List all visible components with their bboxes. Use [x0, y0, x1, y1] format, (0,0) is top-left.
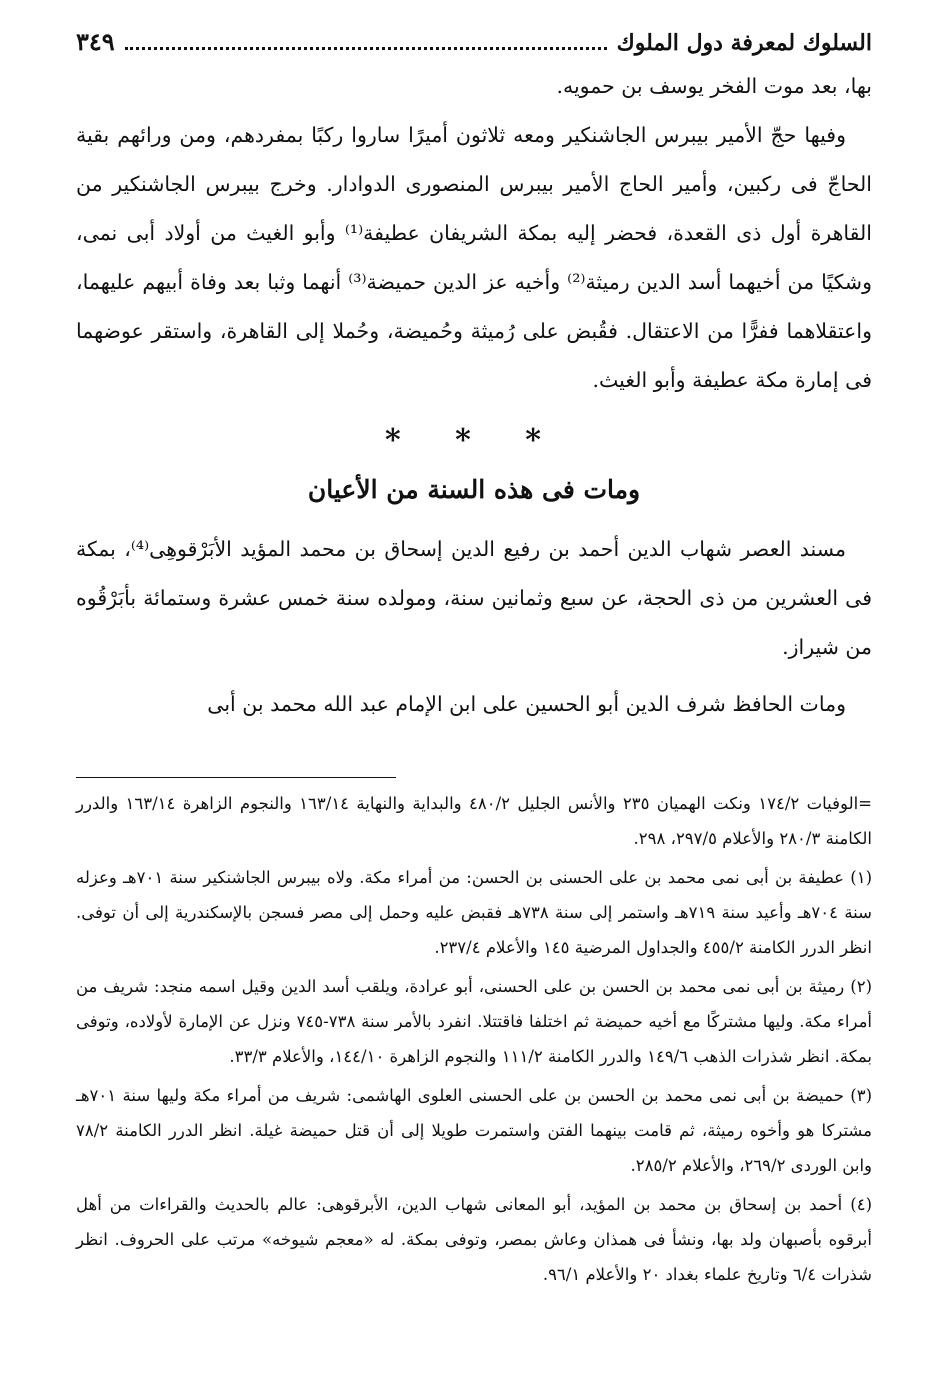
paragraph-obituary-abarquhi: مسند العصر شهاب الدين أحمد بن رفيع الدين إسحاق بن محمد المؤيد الأبَرْقوهِى⁽⁴⁾، بمكة فى العشرين من ذى الحجة، عن سبع وثمانين سنة، ومولده سنة خمس عشرة وستمائة بأبَرْقُوه من شيراز. [76, 537, 872, 659]
book-page [76, 22, 872, 1365]
paragraph-obituary-hafiz: ومات الحافظ شرف الدين أبو الحسين على ابن الإمام عبد الله محمد بن أبى [207, 692, 846, 716]
footnotes [76, 786, 872, 1292]
footnote-4: (٤) أحمد بن إسحاق بن محمد بن المؤيد، أبو المعانى شهاب الدين، الأبرقوهى: عالم بالحديث والقراءات من أهل أبرقوه بأصبهان ولد بها، ونشأ فى همذان وعاش بمصر، وتوفى بمكة. له «معجم شيوخه» مرتب على الحروف. انظر شذرات ٦/٤ وتاريخ علماء بغداد ٢٠ والأعلام ٩٦/١. [76, 1195, 872, 1284]
footnote-3: (٣) حميضة بن أبى نمى محمد بن الحسن بن على الحسنى العلوى الهاشمى: شريف من أمراء مكة وليها سنة ٧٠١هـ مشتركا هو وأخوه رميثة، ثم قامت بينهما الفتن واستمرت طويلا إلى أن قتل حميضة غيلة. انظر الدرر الكامنة ٧٨/٢ وابن الوردى ٢٦٩/٢، والأعلام ٢٨٥/٢. [76, 1086, 872, 1175]
section-separator: * * * [385, 423, 563, 458]
footnote-continuation: =الوفيات ١٧٤/٢ ونكت الهميان ٢٣٥ والأنس الجليل ٤٨٠/٢ والبداية والنهاية ١٦٣/١٤ والنجوم الزاهرة ١٦٣/١٤ والدرر الكامنة ٢٨٠/٣ والأعلام ٢٩٧/٥، ٢٩٨. [76, 794, 873, 848]
footnote-divider [76, 777, 396, 778]
paragraph-gap [76, 672, 872, 680]
page-number: ٣٤٩ [76, 27, 115, 56]
paragraph-continuation: بها، بعد موت الفخر يوسف بن حمويه. [556, 74, 872, 98]
book-title: السلوك لمعرفة دول الملوك [616, 30, 872, 56]
section-heading: ومات فى هذه السنة من الأعيان [307, 475, 641, 504]
footnote-1: (١) عطيفة بن أبى نمى محمد بن على الحسنى بن الحسن: من أمراء مكة. ولاه بيبرس الجاشنكير سنة ٧٠١هـ وعزله سنة ٧٠٤هـ وأعيد سنة ٧١٩هـ واستمر إلى سنة ٧٣٨هـ فقبض عليه وحمل إلى مصر فسجن بالإسكندرية إلى أن توفى. انظر الدرر الكامنة ٤٥٥/٢ والجداول المرضية ١٤٥ والأعلام ٢٣٧/٤. [76, 868, 872, 957]
paragraph-hajj: وفيها حجّ الأمير بيبرس الجاشنكير ومعه ثلاثون أميرًا ساروا ركبًا بمفردهم، ومن ورائهم بقية الحاجّ فى ركبين، وأمير الحاج الأمير بيبرس المنصورى الدوادار. وخرج بيبرس الجاشنكير من القاهرة أول ذى القعدة، فحضر إليه بمكة الشريفان عطيفة⁽¹⁾ وأبو الغيث من أولاد أبى نمى، وشكيًا من أخيهما أسد الدين رميثة⁽²⁾ وأخيه عز الدين حميضة⁽³⁾ أنهما وثبا بعد وفاة أبيهم عليهما، واعتقلاهما ففرًّا من الاعتقال. فقُبض على رُميثة وحُميضة، وحُملا إلى القاهرة، واستقر عوضهما فى إمارة مكة عطيفة وأبو الغيث. [76, 123, 872, 392]
header-dot-leader [125, 46, 607, 50]
footnote-2: (٢) رميثة بن أبى نمى محمد بن الحسن بن على الحسنى، أبو عرادة، ويلقب أسد الدين وقيل اسمه منجد: شريف من أمراء مكة. وليها مشتركًا مع أخيه حميضة ثم اختلفا فاقتتلا. انفرد بالأمر سنة ٧٣٨-٧٤٥ ونزل عن الإمارة لأولاده، وتوفى بمكة. انظر شذرات الذهب ١٤٩/٦ والدرر الكامنة ١١١/٢ والنجوم الزاهرة ١٤٤/١٠، والأعلام ٣٣/٣. [76, 977, 872, 1066]
main-text [76, 62, 872, 729]
running-header [76, 22, 872, 62]
